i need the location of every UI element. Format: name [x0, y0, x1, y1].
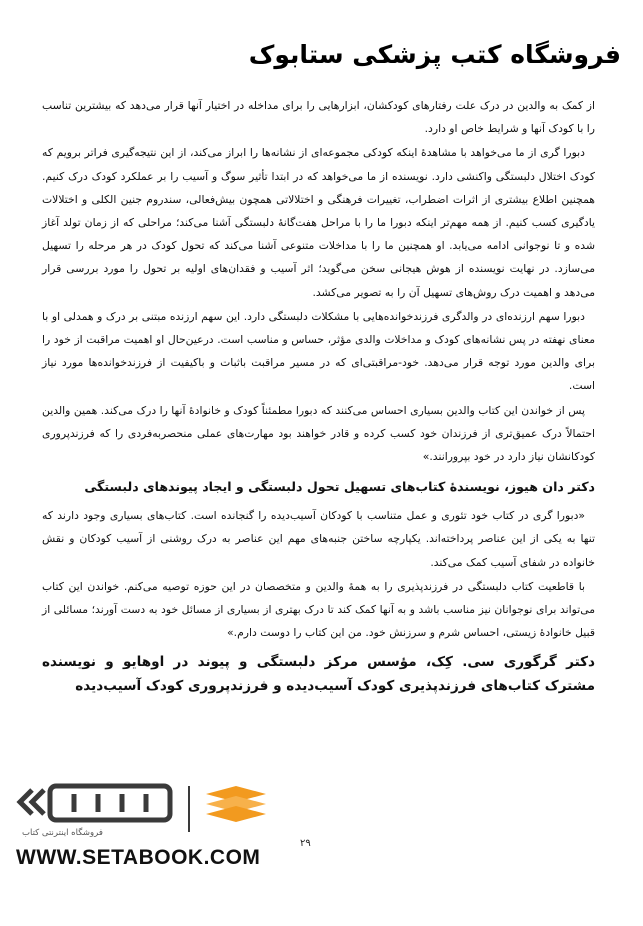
store-name-header: فروشگاه کتب پزشکی ستابوک	[248, 40, 621, 69]
book-stack-icon	[206, 786, 266, 822]
website-url: WWW.SETABOOK.COM	[16, 846, 261, 869]
page-body	[42, 94, 595, 698]
page-number: ۲۹	[300, 838, 311, 849]
paragraph-3: دبورا سهم ارزنده‌ای در والدگری فرزندخوانده‌هایی با مشکلات دلبستگی دارد. این سهم ارزنده مبتنی بر درک و همدلی او با معنای نهفته در پس نشانه‌های کودک و مداخلات والدی مؤثر، حساس و مناسب است. درعین‌حال او اهمیت مراقبت از خود را برای والدین مورد توجه قرار می‌دهد. خود-مراقبتی‌ای که در مسیر مراقبت باثبات و باکیفیت از فرزندخوانده‌ها مورد نیاز است.	[42, 309, 595, 393]
section-heading-hughes: دکتر دان هیوز، نویسندهٔ کتاب‌های تسهیل تحول دلبستگی و ایجاد پیوندهای دلبستگی	[84, 479, 595, 495]
paragraph-4: پس از خواندن این کتاب والدین بسیاری احساس می‌کنند که دبورا مطمئناً کودک و خانوادهٔ آنها را درک می‌کند. همین والدین احتمالاً درک عمیق‌تری از فرزندان خود کسب کرده و قادر خواهند بود مهارت‌های عملی منحصربه‌فردی را که فرزندپروری کودکانشان نیاز دارد در خود بپرورانند.»	[42, 403, 595, 464]
section-heading-keck: دکتر گرگوری سی. کِک، مؤسس مرکز دلبستگی و پیوند در اوهایو و نویسنده مشترک کتاب‌های فرزندپذیری کودک آسیب‌دیده و فرزندپروری کودک آسیب‌دیده	[42, 654, 595, 695]
chevron-left-icon-2	[32, 790, 44, 814]
logo-lettering-shape	[50, 786, 170, 820]
paragraph-1: از کمک به والدین در درک علت رفتارهای کودکشان، ابزارهایی را برای مداخله در اختیار آنها قرار می‌دهد که بیشترین تناسب را با کودک آنها و شرایط خاص او دارد.	[42, 99, 595, 136]
quote-paragraph-1: «دبورا گری در کتاب خود تئوری و عمل متناسب با کودکان آسیب‌دیده را گنجانده است. کتاب‌های بسیاری وجود دارند که تنها به یکی از این عناصر پرداخته‌اند. یکپارچه ساختن جنبه‌های مهم این عناصر به درک روشنی از آسیب کودکان و نقش خانواده در شفای آسیب کمک می‌کند.	[42, 509, 595, 569]
logo-subtitle: فروشگاه اینترنتی کتاب	[22, 828, 103, 838]
quote-paragraph-2: با قاطعیت کتاب دلبستگی در فرزندپذیری را به همهٔ والدین و متخصصان در این حوزه توصیه می‌کنم. خواندن این کتاب می‌تواند برای نوجوانان نیز مناسب باشد و به آنها کمک کند تا درک بهتری از بسیاری از مسائل خود به دست آورند؛ مسائلی از قبیل خانوادهٔ زیستی، احساس شرم و سرزنش خود. من این کتاب را دوست دارم.»	[42, 579, 595, 640]
paragraph-2: دبورا گری از ما می‌خواهد با مشاهدهٔ اینکه کودکی مجموعه‌ای از نشانه‌ها را ابراز می‌کند، از این نتیجه‌گیری فراتر برویم که کودک اختلال دلبستگی واکنشی دارد. نویسنده از ما می‌خواهد که در ابتدا تأثیر سوگ و آسیب را بر عملکرد کودک درک کنیم. همچنین اطلاع بیشتری از اثرات اضطراب، تغییرات فرهنگی و اختلالاتی همچون بیش‌فعالی، سندروم جنین الکلی و اختلالات یادگیری کسب کنیم. از همه مهم‌تر اینکه دبورا ما را با مراحل هفت‌گانهٔ دلبستگی آشنا می‌کند؛ مراحلی که از زمان تولد آغاز شده و تا نوجوانی ادامه می‌یابد. او همچنین ما را با مداخلات متنوعی آشنا می‌کند که تحول کودک در هر مرحله را تسهیل می‌سازد. در نهایت نویسنده از هوش هیجانی سخن می‌گوید؛ اثر آسیب و فقدان‌های اولیه بر تحول را مورد بررسی قرار می‌دهد و اهمیت درک روش‌های تسهیل آن را به تصویر می‌کشد.	[42, 146, 595, 299]
